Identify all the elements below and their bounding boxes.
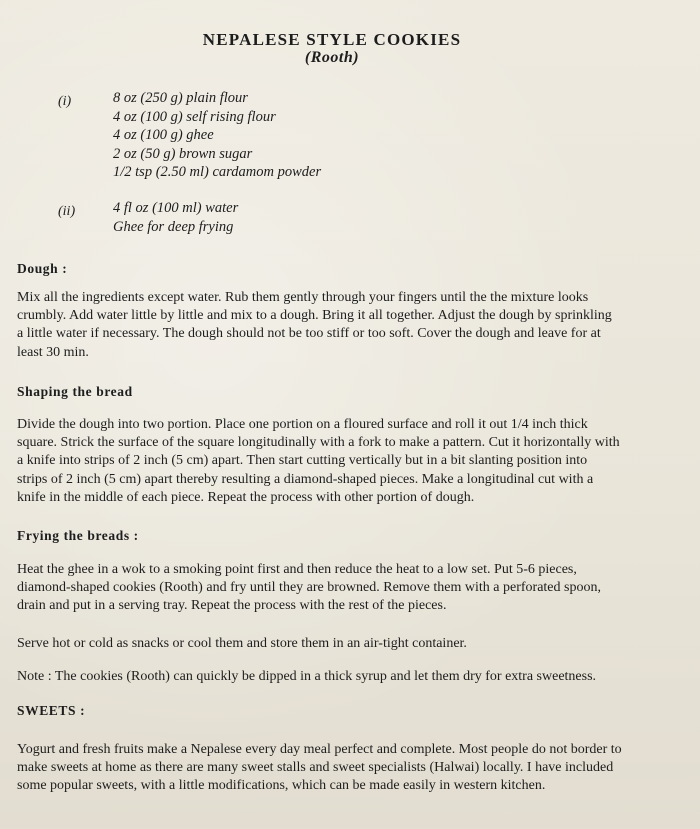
paragraph-line: crumbly. Add water little by little and mix to a dough. Bring it all together. Adjust the dough by sprinkling bbox=[17, 308, 612, 324]
paragraph-line: square. Strick the surface of the square longitudinally with a fork to make a pattern. Cut it horizontally with bbox=[17, 435, 620, 451]
shaping-paragraph bbox=[17, 416, 657, 507]
frying-paragraph bbox=[17, 561, 657, 616]
paragraph-line: Heat the ghee in a wok to a smoking point first and then reduce the heat to a low set. Put 5-6 pieces, bbox=[17, 562, 577, 577]
paragraph-line: make sweets at home as there are many sweet stalls and sweet specialists (Halwai) locally. I have included bbox=[17, 760, 614, 776]
ingredient-group-label-1: (i) bbox=[58, 94, 72, 109]
note-paragraph bbox=[17, 668, 657, 686]
sweets-heading: SWEETS : bbox=[17, 703, 86, 718]
ingredient-item: 2 oz (50 g) brown sugar bbox=[113, 145, 253, 162]
paragraph-line: some popular sweets, with a little modifications, which can be made easily in western kitchen. bbox=[17, 778, 546, 794]
recipe-title: NEPALESE STYLE COOKIES bbox=[202, 30, 462, 49]
ingredient-item: 1/2 tsp (2.50 ml) cardamom powder bbox=[113, 164, 322, 180]
ingredient-item: Ghee for deep frying bbox=[113, 218, 234, 235]
paragraph-line: least 30 min. bbox=[17, 344, 89, 360]
frying-heading: Frying the breads : bbox=[17, 528, 139, 543]
serve-paragraph bbox=[17, 635, 657, 653]
paragraph-line: knife in the middle of each piece. Repeat the process with other portion of dough. bbox=[17, 489, 475, 505]
recipe-subtitle: (Rooth) bbox=[304, 49, 360, 66]
ingredient-item: 8 oz (250 g) plain flour bbox=[113, 90, 248, 106]
ingredient-group-label-2: (ii) bbox=[58, 204, 76, 219]
ingredient-item: 4 oz (100 g) self rising flour bbox=[113, 108, 276, 125]
paragraph-line: strips of 2 inch (5 cm) apart thereby resulting a diamond-shaped pieces. Make a longitudinal cut with a bbox=[17, 471, 594, 487]
ingredient-list-2 bbox=[113, 199, 238, 236]
dough-heading: Dough : bbox=[17, 261, 68, 276]
paragraph-line: drain and put in a serving tray. Repeat the process with the rest of the pieces. bbox=[17, 598, 447, 614]
paragraph-line: diamond-shaped cookies (Rooth) and fry until they are browned. Remove them with a perforated spoon, bbox=[17, 580, 601, 596]
sweets-paragraph bbox=[17, 741, 657, 796]
paragraph-line: a knife into strips of 2 inch (5 cm) apart. Then start cutting vertically but in a bit slanting position into bbox=[17, 453, 588, 469]
shaping-heading: Shaping the bread bbox=[17, 384, 133, 399]
ingredient-item: 4 fl oz (100 ml) water bbox=[113, 200, 239, 216]
paragraph-line: Yogurt and fresh fruits make a Nepalese every day meal perfect and complete. Most people do not border to bbox=[17, 742, 622, 757]
paragraph-line: Note : The cookies (Rooth) can quickly be dipped in a thick syrup and let them dry for extra sweetness. bbox=[17, 669, 597, 684]
dough-paragraph bbox=[17, 289, 657, 362]
ingredient-item: 4 oz (100 g) ghee bbox=[113, 127, 214, 143]
paragraph-line: a little water if necessary. The dough should not be too stiff or too soft. Cover the dough and leave for at bbox=[17, 326, 601, 342]
paragraph-line: Mix all the ingredients except water. Rub them gently through your fingers until the the mixture looks bbox=[17, 290, 589, 305]
ingredient-list-1 bbox=[113, 89, 321, 182]
paragraph-line: Divide the dough into two portion. Place one portion on a floured surface and roll it out 1/4 inch thick bbox=[17, 417, 588, 432]
paragraph-line: Serve hot or cold as snacks or cool them and store them in an air-tight container. bbox=[17, 636, 467, 651]
